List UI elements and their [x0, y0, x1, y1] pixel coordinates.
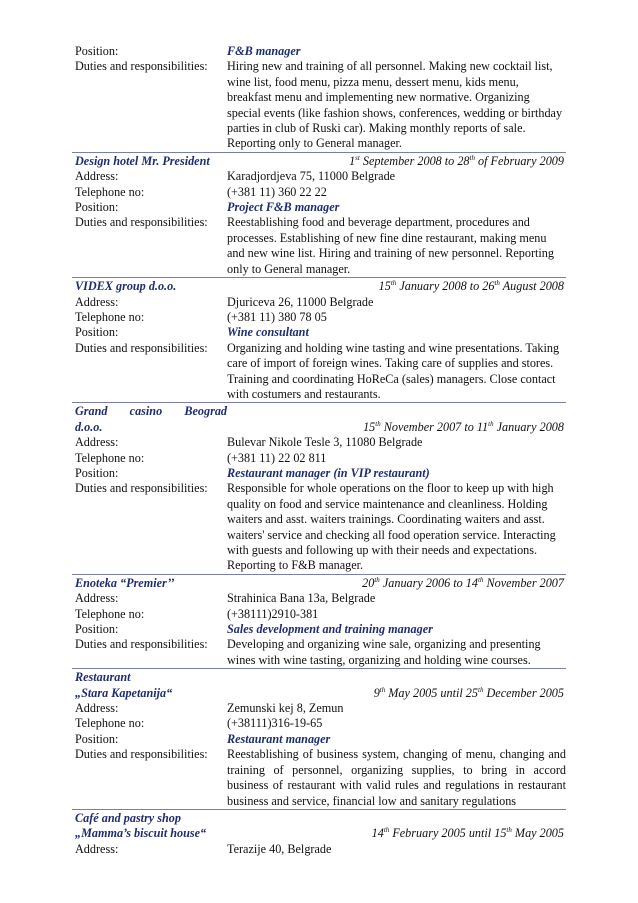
- company-name: Design hotel Mr. President: [75, 153, 210, 168]
- telephone-row: [72, 607, 566, 622]
- job-header: [72, 402, 566, 435]
- duties-value: Responsible for whole operations on the floor to keep up with high quality on food and service maintenance and cleanliness. Holding waiters and asst. waiters trainings. Coordinating waiters and asst. waiters' service and checking all food operation service. Interacting with guests and following up with their needs and expectations. Reporting to F&B manager.: [227, 481, 556, 573]
- duties-label: Duties and responsibilities:: [75, 215, 208, 230]
- address-label: Address:: [75, 841, 119, 856]
- address-value: Zemunski kej 8, Zemun: [227, 701, 344, 716]
- telephone-row: [72, 185, 566, 200]
- telephone-value: (+381 11) 22 02 811: [227, 450, 327, 465]
- company-name-line2: „Mamma’s biscuit house“: [75, 826, 207, 841]
- telephone-row: [72, 451, 566, 466]
- telephone-value: (+381 11) 380 78 05: [227, 309, 327, 324]
- address-label: Address:: [75, 435, 119, 450]
- employment-dates: 1st September 2008 to 28th of February 2009: [349, 153, 564, 168]
- company-name: VIDEX group d.o.o.: [75, 279, 177, 294]
- position-label: Position:: [75, 465, 119, 480]
- top-position-row: [72, 44, 566, 59]
- position-row: [72, 200, 566, 215]
- cv-page: [72, 44, 566, 857]
- telephone-value: (+38111)316-19-65: [227, 716, 323, 731]
- duties-value: Reestablishing of business system, changing of menu, changing and training of personnel, organizing supplies, to bring in accord business of restaurant with valid rules and regulations in restaurant business and service, financial low and sanitary regulations: [227, 747, 566, 808]
- telephone-row: [72, 310, 566, 325]
- position-value: Sales development and training manager: [227, 622, 433, 637]
- address-value: Strahinica Bana 13a, Belgrade: [227, 591, 376, 606]
- address-value: Bulevar Nikole Tesle 3, 11080 Belgrade: [227, 435, 423, 450]
- telephone-label: Telephone no:: [75, 606, 145, 621]
- job-header: [72, 152, 566, 169]
- duties-row: [72, 215, 566, 277]
- employment-dates: 15th November 2007 to 11th January 2008: [363, 419, 564, 434]
- company-name-line1: Café and pastry shop: [75, 810, 181, 825]
- duties-row: [72, 747, 566, 809]
- telephone-label: Telephone no:: [75, 309, 145, 324]
- address-row: [72, 591, 566, 606]
- company-name: [72, 811, 227, 842]
- duties-label: Duties and responsibilities:: [75, 747, 208, 762]
- duties-label: Duties and responsibilities:: [75, 59, 208, 74]
- position-value: Restaurant manager (in VIP restaurant): [227, 465, 430, 480]
- telephone-value: (+38111)2910-381: [227, 606, 319, 621]
- address-label: Address:: [75, 591, 119, 606]
- position-label: Position:: [75, 44, 119, 58]
- position-value: F&B manager: [227, 44, 301, 58]
- duties-value: Hiring new and training of all personnel. Making new cocktail list, wine list, food menu, pizza menu, dessert menu, kids menu, breakfast menu and implementing new normative. Organizing special events (like fashion shows, conferences, wedding or birthday parties in club of Ruski car). Making monthly reports of sale. Reporting only to General manager.: [227, 59, 563, 151]
- position-label: Position:: [75, 200, 119, 215]
- duties-label: Duties and responsibilities:: [75, 637, 208, 652]
- telephone-label: Telephone no:: [75, 450, 145, 465]
- position-row: [72, 732, 566, 747]
- company-name-line1: Grand casino Beograd: [75, 404, 227, 419]
- position-row: [72, 325, 566, 340]
- duties-value: Reestablishing food and beverage department, procedures and processes. Establishing of new fine dine restaurant, making menu and new wine list. Hiring and training of new personnel. Reporting only to General manager.: [227, 215, 554, 276]
- position-label: Position:: [75, 731, 119, 746]
- address-label: Address:: [75, 701, 119, 716]
- position-label: Position:: [75, 325, 119, 340]
- telephone-label: Telephone no:: [75, 716, 145, 731]
- address-label: Address:: [75, 294, 119, 309]
- employment-dates: 14th February 2005 until 15th May 2005: [371, 826, 564, 841]
- position-value: Project F&B manager: [227, 200, 340, 215]
- position-value: Wine consultant: [227, 325, 309, 340]
- employment-dates: 9th May 2005 until 25th December 2005: [373, 685, 564, 700]
- job-header: [72, 277, 566, 294]
- address-value: Djuriceva 26, 11000 Belgrade: [227, 294, 374, 309]
- address-label: Address:: [75, 169, 119, 184]
- employment-dates: 20th January 2006 to 14th November 2007: [362, 575, 564, 590]
- telephone-value: (+381 11) 360 22 22: [227, 184, 327, 199]
- address-row: [72, 295, 566, 310]
- company-name: Enoteka “Premier’’: [75, 575, 175, 590]
- company-name-line2: „Stara Kapetanija“: [75, 685, 173, 700]
- job-header: [72, 574, 566, 591]
- address-row: [72, 701, 566, 716]
- company-name-line2: d.o.o.: [75, 419, 103, 434]
- duties-row: [72, 341, 566, 403]
- job-header: [72, 809, 566, 842]
- position-value: Restaurant manager: [227, 731, 331, 746]
- employment-dates: 15th January 2008 to 26th August 2008: [378, 279, 564, 294]
- top-duties-row: [72, 59, 566, 151]
- duties-value: Developing and organizing wine sale, organizing and presenting wines with wine tasting, organizing and holding wine courses.: [227, 637, 541, 667]
- company-name: [72, 404, 227, 435]
- job-header: [72, 668, 566, 701]
- duties-label: Duties and responsibilities:: [75, 481, 208, 496]
- duties-row: [72, 481, 566, 573]
- company-name-line1: Restaurant: [75, 670, 131, 685]
- telephone-label: Telephone no:: [75, 184, 145, 199]
- address-row: [72, 169, 566, 184]
- address-value: Karadjordjeva 75, 11000 Belgrade: [227, 169, 396, 184]
- telephone-row: [72, 716, 566, 731]
- address-value: Terazije 40, Belgrade: [227, 841, 332, 856]
- duties-label: Duties and responsibilities:: [75, 340, 208, 355]
- company-name: [72, 670, 227, 701]
- duties-row: [72, 637, 566, 668]
- address-row: [72, 842, 566, 857]
- position-row: [72, 466, 566, 481]
- position-label: Position:: [75, 622, 119, 637]
- duties-value: Organizing and holding wine tasting and wine presentations. Taking care of import of foreign wines. Taking care of supplies and stores. Training and coordinating HoReCa (sales) managers. Close contact with costumers and restaurants.: [227, 340, 560, 401]
- address-row: [72, 435, 566, 450]
- position-row: [72, 622, 566, 637]
